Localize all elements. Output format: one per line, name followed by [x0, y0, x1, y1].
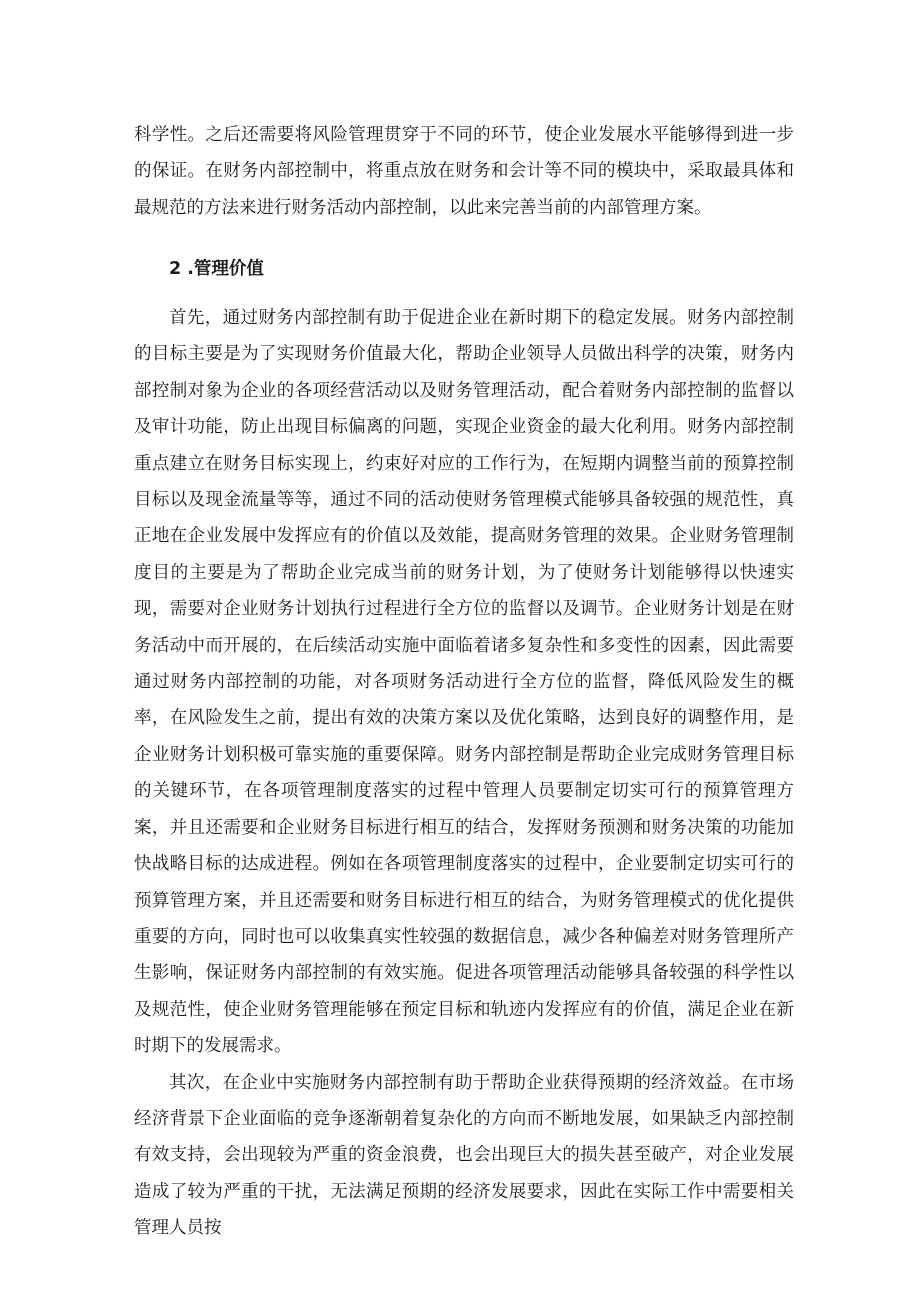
body-paragraphs	[134, 300, 794, 1247]
section-heading: 2 .管理价值	[169, 259, 264, 279]
paragraph-second: 其次，在企业中实施财务内部控制有助于帮助企业获得预期的经济效益。在市场经济背景下企业面临的竞争逐渐朝着复杂化的方向而不断地发展，如果缺乏内部控制有效支持，会出现较为严重的资金浪费，也会出现巨大的损失甚至破产，对企业发展造成了较为严重的干扰，无法满足预期的经济发展要求，因此在实际工作中需要相关管理人员按	[134, 1072, 794, 1239]
continued-paragraph	[134, 117, 794, 226]
paragraph-text: 科学性。之后还需要将风险管理贯穿于不同的环节，使企业发展水平能够得到进一步的保证。在财务内部控制中，将重点放在财务和会计等不同的模块中，采取最具体和最规范的方法来进行财务活动内部控制，以此来完善当前的内部管理方案。	[134, 125, 794, 218]
paragraph-first: 首先，通过财务内部控制有助于促进企业在新时期下的稳定发展。财务内部控制的目标主要是为了实现财务价值最大化，帮助企业领导人员做出科学的决策，财务内部控制对象为企业的各项经营活动以及财务管理活动，配合着财务内部控制的监督以及审计功能，防止出现目标偏离的问题，实现企业资金的最大化利用。财务内部控制重点建立在财务目标实现上，约束好对应的工作行为，在短期内调整当前的预算控制目标以及现金流量等等，通过不同的活动使财务管理模式能够具备较强的规范性，真正地在企业发展中发挥应有的价值以及效能，提高财务管理的效果。企业财务管理制度目的主要是为了帮助企业完成当前的财务计划，为了使财务计划能够得以快速实现，需要对企业财务计划执行过程进行全方位的监督以及调节。企业财务计划是在财务活动中而开展的，在后续活动实施中面临着诸多复杂性和多变性的因素，因此需要通过财务内部控制的功能，对各项财务活动进行全方位的监督，降低风险发生的概率，在风险发生之前，提出有效的决策方案以及优化策略，达到良好的调整作用，是企业财务计划积极可靠实施的重要保障。财务内部控制是帮助企业完成财务管理目标的关键环节，在各项管理制度落实的过程中管理人员要制定切实可行的预算管理方案，并且还需要和企业财务目标进行相互的结合，发挥财务预测和财务决策的功能加快战略目标的达成进程。例如在各项管理制度落实的过程中，企业要制定切实可行的预算管理方案，并且还需要和财务目标进行相互的结合，为财务管理模式的优化提供重要的方向，同时也可以收集真实性较强的数据信息，减少各种偏差对财务管理所产生影响，保证财务内部控制的有效实施。促进各项管理活动能够具备较强的科学性以及规范性，使企业财务管理能够在预定目标和轨迹内发挥应有的价值，满足企业在新时期下的发展需求。	[134, 308, 794, 1057]
